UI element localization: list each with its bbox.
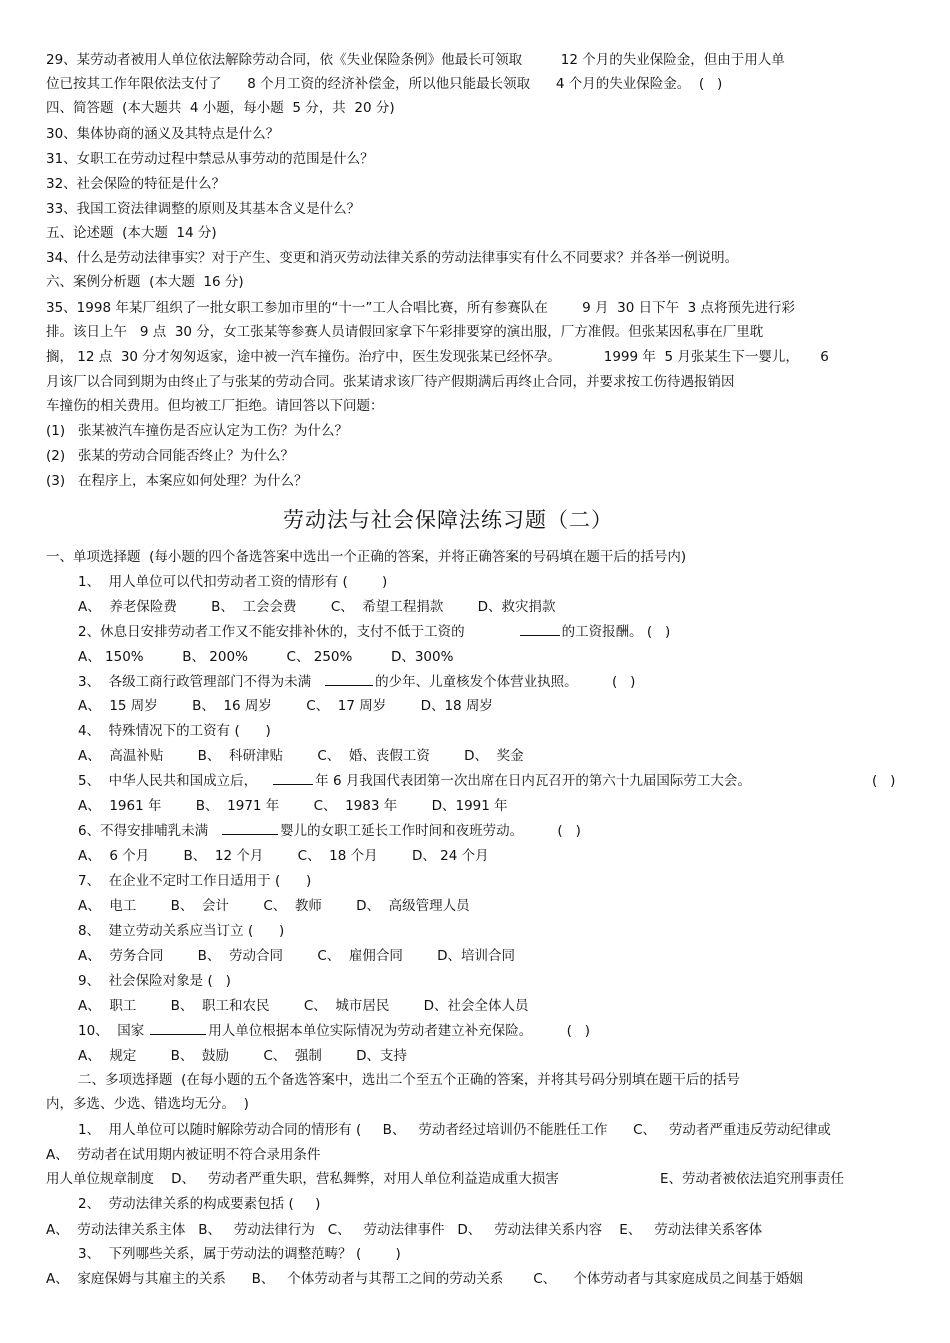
multi-choice-heading-2: 内，多选、少选、错选均无分。 ) xyxy=(46,1096,249,1112)
sc-q3-text: 3、 各级工商行政管理部门不得为未满 xyxy=(78,674,312,690)
sc-q3-text-end: 的少年、儿童核发个体营业执照。 ( ) xyxy=(375,674,636,690)
q29-line-1: 29、某劳动者被用人单位依法解除劳动合同，依《失业保险条例》他最长可领取 12 个月的失业保险金，但由于用人单 xyxy=(46,52,785,68)
q35-sub-3: (3) 在程序上，本案应如何处理？为什么？ xyxy=(46,473,308,489)
sc-q2-options: A、 150% B、 200% C、 250% D、300% xyxy=(78,649,454,665)
sc-q7: 7、 在企业不定时工作日适用于 ( ) xyxy=(78,873,312,889)
answer-blank xyxy=(520,634,560,636)
single-choice-heading: 一、单项选择题 (每小题的四个备选答案中选出一个正确的答案，并将正确答案的号码填在题干后的括号内) xyxy=(46,549,687,565)
sc-q4: 4、 特殊情况下的工资有 ( ) xyxy=(78,723,271,739)
q35-line-1: 35、1998 年某厂组织了一批女职工参加市里的“十一”工人合唱比赛，所有参赛队在 9 月 30 日下午 3 点将预先进行彩 xyxy=(46,300,796,316)
sc-q7-options: A、 电工 B、 会计 C、 教师 D、 高级管理人员 xyxy=(78,898,470,914)
mc-q2-options: A、 劳动法律关系主体 B、 劳动法律行为 C、 劳动法律事件 D、 劳动法律关系内容 E、 劳动法律关系客体 xyxy=(46,1222,763,1238)
sc-q5-text: 5、 中华人民共和国成立后， xyxy=(78,773,258,789)
sc-q2-text-end: 的工资报酬。 ( ) xyxy=(561,624,671,640)
sc-q9: 9、 社会保险对象是 ( ) xyxy=(78,973,231,989)
q35-sub-2: (2) 张某的劳动合同能否终止？为什么？ xyxy=(46,448,294,464)
page-title: 劳动法与社会保障法练习题（二） xyxy=(283,508,613,532)
mc-q1: 1、 用人单位可以随时解除劳动合同的情形有 ( B、 劳动者经过培训仍不能胜任工作 C、 劳动者严重违反劳动纪律或 xyxy=(78,1122,831,1138)
sc-q5-bracket: ( ) xyxy=(872,773,896,789)
sc-q8: 8、 建立劳动关系应当订立 ( ) xyxy=(78,923,285,939)
q35-sub-1: (1) 张某被汽车撞伤是否应认定为工伤？为什么？ xyxy=(46,423,348,439)
sc-q2-text: 2、休息日安排劳动者工作又不能安排补休的，支付不低于工资的 xyxy=(78,624,465,640)
sc-q2 xyxy=(78,626,670,640)
mc-q1-option-e: E、劳动者被依法追究刑事责任 xyxy=(660,1171,845,1187)
answer-blank xyxy=(273,783,313,785)
section-4-heading: 四、简答题 (本大题共 4 小题，每小题 5 分，共 20 分) xyxy=(46,100,395,116)
mc-q1-options-1: A、 劳动者在试用期内被证明不符合录用条件 xyxy=(46,1147,321,1163)
mc-q2: 2、 劳动法律关系的构成要素包括 ( ) xyxy=(78,1196,321,1212)
q35-line-5: 车撞伤的相关费用。但均被工厂拒绝。请回答以下问题： xyxy=(46,398,384,414)
sc-q4-options: A、 高温补贴 B、 科研津贴 C、 婚、丧假工资 D、 奖金 xyxy=(78,748,524,764)
sc-q6-text-end: 婴儿的女职工延长工作时间和夜班劳动。 ( ) xyxy=(280,823,581,839)
q31: 31、女职工在劳动过程中禁忌从事劳动的范围是什么？ xyxy=(46,151,374,167)
sc-q1: 1、 用人单位可以代扣劳动者工资的情形有 ( ) xyxy=(78,574,388,590)
q35-line-4: 月该厂以合同到期为由终止了与张某的劳动合同。张某请求该厂待产假期满后再终止合同，并要求按工伤待遇报销因 xyxy=(46,374,735,390)
sc-q5 xyxy=(78,775,751,789)
sc-q6-options: A、 6 个月 B、 12 个月 C、 18 个月 D、 24 个月 xyxy=(78,848,489,864)
sc-q3 xyxy=(78,676,635,690)
q29-line-2: 位已按其工作年限依法支付了 8 个月工资的经济补偿金，所以他只能最长领取 4 个月的失业保险金。 ( ) xyxy=(46,76,723,92)
section-6-heading: 六、案例分析题 (本大题 16 分) xyxy=(46,274,244,290)
multi-choice-heading-1: 二、多项选择题 (在每小题的五个备选答案中，选出二个至五个正确的答案，并将其号码分别填在题干后的括号 xyxy=(78,1072,740,1088)
answer-blank xyxy=(222,833,278,835)
answer-blank xyxy=(150,1033,206,1035)
sc-q5-options: A、 1961 年 B、 1971 年 C、 1983 年 D、1991 年 xyxy=(78,798,508,814)
sc-q6 xyxy=(78,825,581,839)
section-5-heading: 五、论述题 (本大题 14 分) xyxy=(46,225,217,241)
sc-q8-options: A、 劳务合同 B、 劳动合同 C、 雇佣合同 D、培训合同 xyxy=(78,948,516,964)
q34: 34、什么是劳动法律事实？对于产生、变更和消灭劳动法律关系的劳动法律事实有什么不同要求？并各举一例说明。 xyxy=(46,250,739,266)
sc-q3-options: A、 15 周岁 B、 16 周岁 C、 17 周岁 D、18 周岁 xyxy=(78,698,493,714)
sc-q1-options: A、 养老保险费 B、 工会会费 C、 希望工程捐款 D、救灾捐款 xyxy=(78,599,556,615)
q35-line-2: 排。该日上午 9 点 30 分，女工张某等参赛人员请假回家拿下午彩排要穿的演出服，厂方准假。但张某因私事在厂里耽 xyxy=(46,324,764,340)
q35-line-3: 搁， 12 点 30 分才匆匆返家，途中被一汽车撞伤。治疗中，医生发现张某已经怀孕。 1999 年 5 月张某生下一婴儿， 6 xyxy=(46,349,829,365)
sc-q6-text: 6、不得安排哺乳未满 xyxy=(78,823,209,839)
sc-q9-options: A、 职工 B、 职工和农民 C、 城市居民 D、社会全体人员 xyxy=(78,998,529,1014)
sc-q10-text: 10、 国家 xyxy=(78,1023,145,1039)
sc-q10-options: A、 规定 B、 鼓励 C、 强制 D、支持 xyxy=(78,1048,408,1064)
sc-q10-text-end: 用人单位根据本单位实际情况为劳动者建立补充保险。 ( ) xyxy=(208,1023,591,1039)
mc-q3: 3、 下列哪些关系，属于劳动法的调整范畴？ ( ) xyxy=(78,1246,401,1262)
sc-q5-text-end: 年 6 月我国代表团第一次出席在日内瓦召开的第六十九届国际劳工大会。 xyxy=(315,773,751,789)
q30: 30、集体协商的涵义及其特点是什么？ xyxy=(46,126,280,142)
mc-q3-options: A、 家庭保姆与其雇主的关系 B、 个体劳动者与其帮工之间的劳动关系 C、 个体劳动者与其家庭成员之间基于婚姻 xyxy=(46,1271,803,1287)
answer-blank xyxy=(325,684,373,686)
q32: 32、社会保险的特征是什么？ xyxy=(46,176,226,192)
sc-q10 xyxy=(78,1025,590,1039)
mc-q1-options-2: 用人单位规章制度 D、 劳动者严重失职，营私舞弊，对用人单位利益造成重大损害 xyxy=(46,1171,559,1187)
q33: 33、我国工资法律调整的原则及其基本含义是什么？ xyxy=(46,201,361,217)
